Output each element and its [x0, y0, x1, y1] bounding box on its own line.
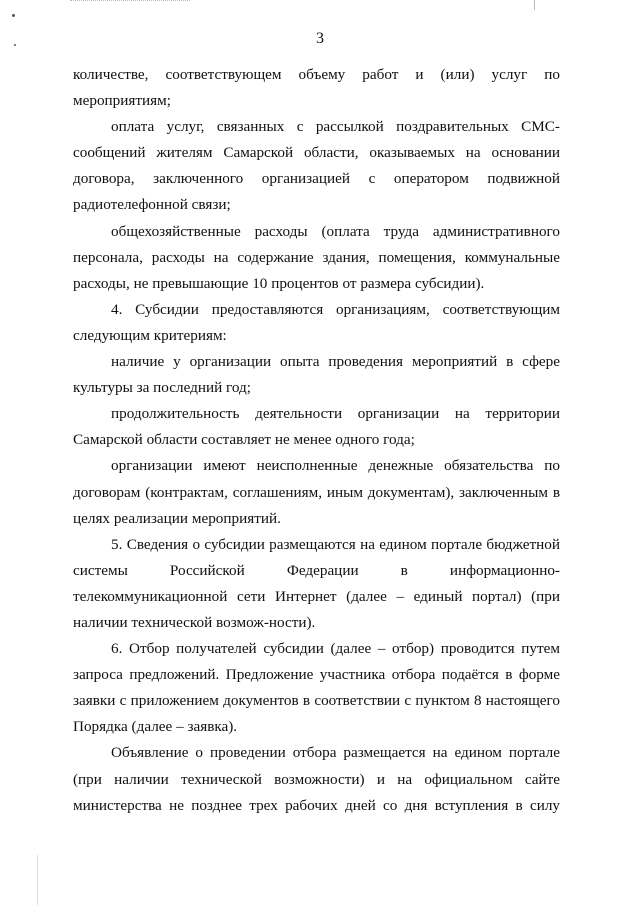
scan-artifact — [70, 0, 190, 5]
paragraph: общехозяйственные расходы (оплата труда административного персонала, расходы на содержание здания, помещения, коммунальные расходы, не превышающие 10 процентов от размера субсидии). — [73, 222, 560, 292]
document-body — [73, 62, 560, 819]
paragraph: продолжительность деятельности организации на территории Самарской области составляет не менее одного года; — [73, 405, 560, 449]
paragraph: 5. Сведения о субсидии размещаются на едином портале бюджетной системы Российской Федерации в информационно-телекоммуникационной сети Интернет (далее – единый портал) (при наличии технической возмож-ности). — [73, 535, 560, 631]
scan-speck — [12, 14, 15, 17]
paragraph: организации имеют неисполненные денежные обязательства по договорам (контрактам, соглашениям, иным документам), заключенным в целях реализации мероприятий. — [73, 457, 560, 527]
paragraph: наличие у организации опыта проведения мероприятий в сфере культуры за последний год; — [73, 353, 560, 397]
paragraph: 4. Субсидии предоставляются организациям, соответствующим следующим критериям: — [73, 300, 560, 344]
scan-artifact — [37, 855, 38, 905]
paragraph: количестве, соответствующем объему работ и (или) услуг по мероприятиям; — [73, 66, 560, 110]
scan-artifact — [534, 0, 535, 10]
paragraph: оплата услуг, связанных с рассылкой поздравительных СМС-сообщений жителям Самарской области, оказываемых на основании договора, заключенного организацией с оператором подвижной радиотелефонной связи; — [73, 118, 560, 214]
page-number: 3 — [316, 30, 324, 47]
paragraph: Объявление о проведении отбора размещается на едином портале (при наличии технической возможности) и на официальном сайте министерства не позднее трех рабочих дней со дня вступления в силу — [73, 744, 560, 814]
paragraph: 6. Отбор получателей субсидии (далее – отбор) проводится путем запроса предложений. Предложение участника отбора подаётся в форме заявки с приложением документов в соответствии с пунктом 8 настоящего Порядка (далее – заявка). — [73, 640, 560, 736]
